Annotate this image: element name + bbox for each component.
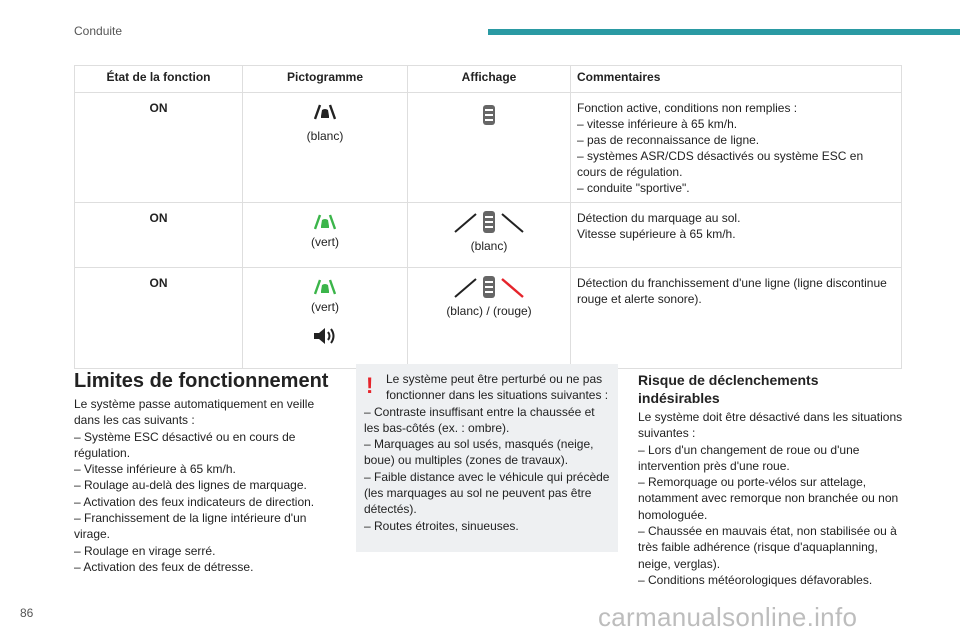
list-item: – Vitesse inférieure à 65 km/h. [74,462,236,477]
list-item: – Système ESC désactivé ou en cours de régulation. [74,429,296,460]
car-rear-icon [482,104,496,126]
list-item: – Marquages au sol usés, masqués (neige, boue) ou multiples (zones de travaux). [364,437,594,468]
display-caption: (blanc) / (rouge) [446,304,532,318]
car-lanes-icon [454,210,524,234]
warning-intro: Le système peut être perturbé ou ne pas fonctionner dans les situations suivantes : [386,372,609,403]
pictogram-cell [243,203,408,268]
comment-line: – conduite "sportive". [577,181,690,195]
state-cell: ON [75,93,243,203]
display-cell [408,203,571,268]
comments-cell [571,268,902,369]
table-row [75,93,902,203]
risks-text [638,409,904,588]
lane-keep-icon [314,214,336,230]
column-header: État de la fonction [75,66,243,93]
comments-cell [571,93,902,203]
list-item: – Franchissement de la ligne intérieure d'un virage. [74,511,307,542]
comment-line: Vitesse supérieure à 65 km/h. [577,227,736,241]
list-item: – Activation des feux indicateurs de direction. [74,494,315,509]
pictogram-cell [243,268,408,369]
column-header: Commentaires [571,66,902,93]
list-item: – Routes étroites, sinueuses. [364,518,519,533]
pictogram-caption: (vert) [311,300,339,314]
list-item: – Roulage au-delà des lignes de marquage. [74,478,307,493]
display-caption: (blanc) [470,239,508,253]
pictogram-caption: (vert) [311,235,339,249]
pictogram-caption: (blanc) [306,129,344,143]
risks-intro: Le système doit être désactivé dans les situations suivantes : [638,410,903,441]
comment-line: – vitesse inférieure à 65 km/h. [577,117,738,131]
car-lanes-alert-icon [454,275,524,299]
limits-title: Limites de fonctionnement [74,370,329,392]
column-header: Pictogramme [243,66,408,93]
section-title: Conduite [74,24,123,38]
comment-line: – systèmes ASR/CDS désactivés ou système ESC en cours de régulation. [577,149,864,179]
list-item: – Activation des feux de détresse. [74,559,254,574]
list-item: – Roulage en virage serré. [74,543,216,558]
function-status-table [74,65,902,369]
list-item: – Chaussée en mauvais état, non stabilisée ou à très faible adhérence (risque d'aquaplanning, neige, verglas). [638,524,897,571]
warning-icon: ! [366,373,374,398]
warning-box [356,364,618,552]
state-cell: ON [75,203,243,268]
warning-text [364,371,610,534]
state-cell: ON [75,268,243,369]
comments-cell [571,203,902,268]
lane-keep-icon [314,104,336,120]
risks-title: Risque de déclenchements indésirables [638,372,819,406]
pictogram-cell [243,93,408,203]
display-cell [408,93,571,203]
display-cell [408,268,571,369]
watermark: carmanualsonline.info [598,602,858,632]
comment-line: – pas de reconnaissance de ligne. [577,133,760,147]
speaker-sound-icon [313,327,337,345]
list-item: – Remorquage ou porte-vélos sur attelage, notamment avec remorque non branchée ou non homologuée. [638,475,899,522]
limits-text [74,396,336,575]
page-number: 86 [20,606,34,620]
column-header: Affichage [408,66,571,93]
list-item: – Contraste insuffisant entre la chaussée et les bas-côtés (ex. : ombre). [364,404,595,435]
comment-line: Détection du marquage au sol. [577,211,741,225]
table-row [75,203,902,268]
limits-intro: Le système passe automatiquement en veille dans les cas suivants : [74,397,315,428]
comment-line: Fonction active, conditions non remplies : [577,101,798,115]
table-header-row [75,66,902,93]
table-row [75,268,902,369]
list-item: – Conditions météorologiques défavorables. [638,572,873,587]
header-accent-bar [488,29,960,35]
list-item: – Faible distance avec le véhicule qui précède (les marquages au sol ne peuvent pas être détectés). [364,469,610,517]
list-item: – Lors d'un changement de roue ou d'une intervention près d'une roue. [638,442,860,473]
lane-keep-icon [314,279,336,295]
comment-line: Détection du franchissement d'une ligne (ligne discontinue rouge et alerte sonore). [577,276,887,306]
